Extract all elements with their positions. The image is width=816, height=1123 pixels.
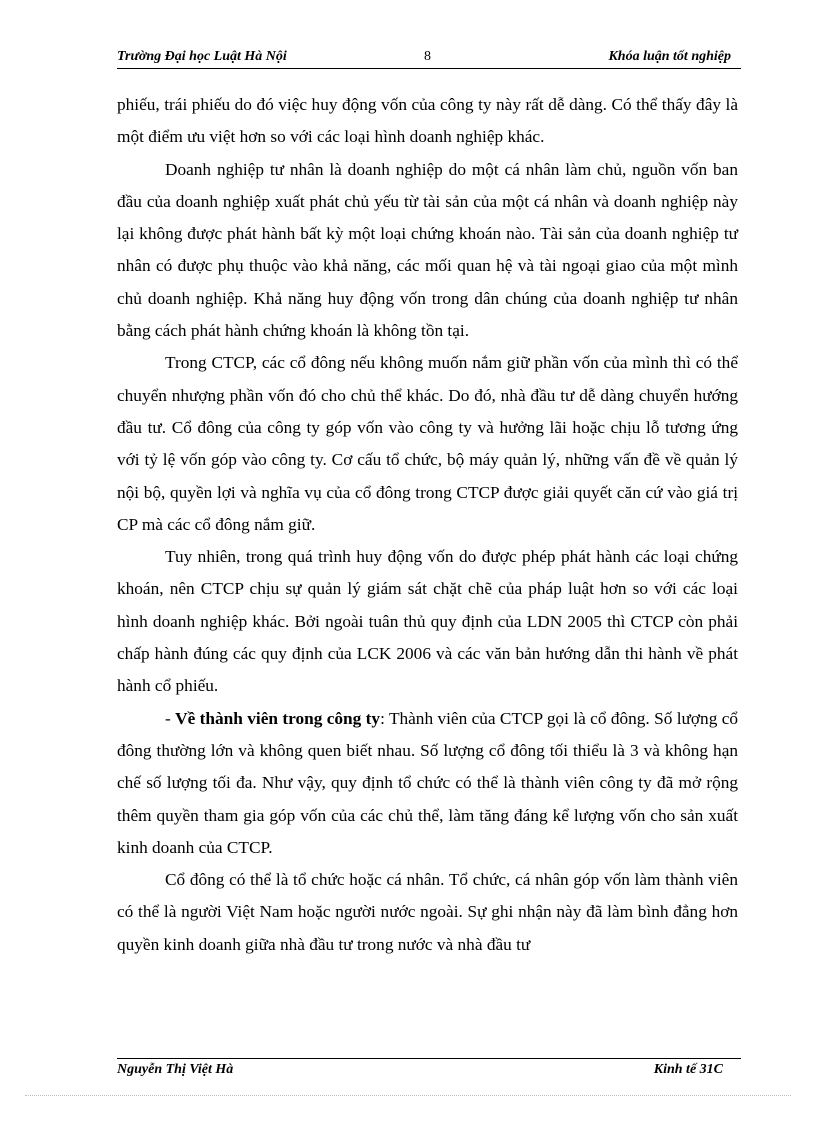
paragraph-3: Trong CTCP, các cổ đông nếu không muốn nắm giữ phần vốn của mình thì có thể chuyển nhượng phần vốn đó cho chủ thể khác. Do đó, nhà đầu tư dễ dàng chuyển hướng đầu tư. Cổ đông của công ty góp vốn vào công ty và hưởng lãi hoặc chịu lỗ tương ứng với tỷ lệ vốn góp vào công ty. Cơ cấu tổ chức, bộ máy quản lý, những vấn đề về quản lý nội bộ, quyền lợi và nghĩa vụ của cổ đông trong CTCP được giải quyết căn cứ vào giá trị CP mà các cổ đông nắm giữ.	[117, 353, 738, 534]
paragraph-5-prefix: -	[165, 708, 176, 728]
paragraph-5-body: : Thành viên của CTCP gọi là cổ đông. Số lượng cổ đông thường lớn và không quen biết nhau. Số lượng cổ đông tối thiểu là 3 và không hạn chế số lượng tối đa. Như vậy, quy định tổ chức có thể là thành viên công ty đã mở rộng thêm quyền tham gia góp vốn của các chủ thể, làm tăng đáng kể lượng vốn cho sản xuất kinh doanh của CTCP.	[117, 708, 739, 857]
header-university: Trường Đại học Luật Hà Nội	[117, 49, 287, 64]
paragraph-6: Cổ đông có thể là tổ chức hoặc cá nhân. Tổ chức, cá nhân góp vốn làm thành viên có thể là người Việt Nam hoặc người nước ngoài. Sự ghi nhận này đã làm bình đẳng hơn quyền kinh doanh giữa nhà đầu tư trong nước và nhà đầu tư	[117, 870, 738, 954]
page-header	[117, 48, 741, 69]
document-body	[117, 89, 738, 961]
paragraph-2: Doanh nghiệp tư nhân là doanh nghiệp do một cá nhân làm chủ, nguồn vốn ban đầu của doanh nghiệp xuất phát chủ yếu từ tài sản của một cá nhân và doanh nghiệp này lại không được phát hành bất kỳ một loại chứng khoán nào. Tài sản của doanh nghiệp tư nhân có được phụ thuộc vào khả năng, các mối quan hệ và tài ngoại giao của một mình chủ doanh nghiệp. Khả năng huy động vốn trong dân chúng của doanh nghiệp tư nhân bằng cách phát hành chứng khoán là không tồn tại.	[117, 159, 738, 341]
paragraph-5-heading: Về thành viên trong công ty	[175, 708, 381, 728]
footer-author: Nguyễn Thị Việt Hà	[117, 1062, 234, 1077]
page-bottom-edge	[25, 1095, 791, 1096]
paragraph-4: Tuy nhiên, trong quá trình huy động vốn do được phép phát hành các loại chứng khoán, nên CTCP chịu sự quản lý giám sát chặt chẽ của pháp luật hơn so với các loại hình doanh nghiệp khác. Bởi ngoài tuân thủ quy định của LDN 2005 thì CTCP còn phải chấp hành đúng các quy định của LCK 2006 và các văn bản hướng dẫn thi hành về phát hành cổ phiếu.	[117, 547, 738, 696]
footer-class: Kinh tế 31C	[653, 1062, 723, 1077]
paragraph-5	[117, 703, 738, 864]
page-footer	[117, 1058, 741, 1079]
paragraph-1: phiếu, trái phiếu do đó việc huy động vốn của công ty này rất dễ dàng. Có thể thấy đây là một điểm ưu việt hơn so với các loại hình doanh nghiệp khác.	[117, 95, 738, 147]
header-document-type: Khóa luận tốt nghiệp	[608, 49, 731, 64]
header-page-number: 8	[424, 49, 431, 64]
